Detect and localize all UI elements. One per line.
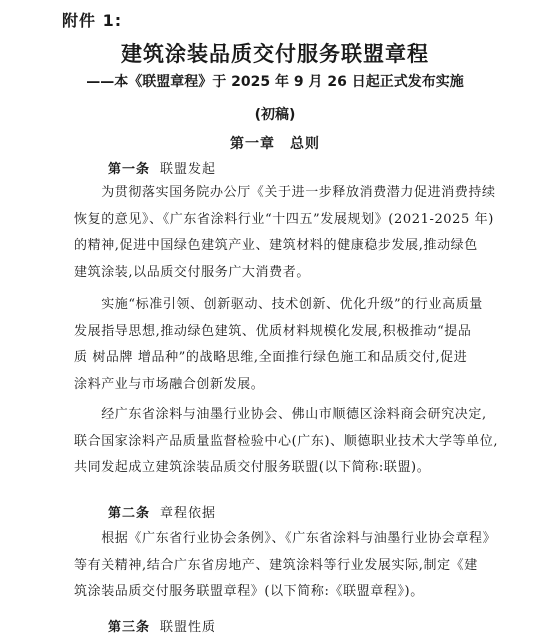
text-line: 根据《广东省行业协会条例》、《广东省涂料与油墨行业协会章程》 — [74, 531, 497, 546]
text-line: 为贯彻落实国务院办公厅《关于进一步释放消费潜力促进消费持续 — [74, 185, 496, 200]
text-line: 经广东省涂料与油墨行业协会、佛山市顺德区涂料商会研究决定, — [74, 407, 487, 422]
text-line: 的精神,促进中国绿色建筑产业、建筑材料的健康稳步发展,推动绿色 — [74, 238, 478, 253]
text-line: 共同发起成立建筑涂装品质交付服务联盟(以下简称:联盟)。 — [74, 460, 431, 475]
article-paragraph — [74, 292, 504, 398]
text-line: 恢复的意见》、《广东省涂料行业“十四五”发展规划》(2021-2025 年) — [74, 211, 494, 227]
document-title: 建筑涂装品质交付服务联盟章程 — [121, 42, 429, 66]
text-line: 等有关精神,结合广东省房地产、建筑涂料等行业发展实际,制定《建 — [74, 557, 478, 573]
text-line: 建筑涂装,以品质交付服务广大消费者。 — [74, 264, 310, 280]
article-heading — [108, 502, 216, 521]
article-paragraph — [74, 180, 504, 286]
article-number: 第一条 — [108, 162, 151, 177]
article-title: 章程依据 — [160, 506, 217, 521]
text-line: 发展指导思想,推动绿色建筑、优质材料规模化发展,积极推动“提品 — [74, 323, 472, 339]
article-heading — [108, 158, 216, 177]
attachment-label: 附件 1: — [62, 11, 123, 30]
article-paragraph — [74, 402, 504, 482]
article-title: 联盟发起 — [160, 162, 217, 177]
chapter-heading: 第一章 总则 — [230, 136, 320, 152]
text-line: 实施“标准引领、创新驱动、技术创新、优化升级”的行业高质量 — [74, 297, 483, 312]
article-number: 第三条 — [108, 620, 151, 635]
document-subtitle: ——本《联盟章程》于 2025 年 9 月 26 日起正式发布实施 — [86, 74, 464, 90]
text-line: 筑涂装品质交付服务联盟章程》(以下简称:《联盟章程》)。 — [74, 584, 424, 599]
text-line: 联合国家涂料产品质量监督检验中心(广东)、顺德职业技术大学等单位, — [74, 433, 499, 449]
article-heading — [108, 616, 216, 635]
article-number: 第二条 — [108, 506, 151, 521]
text-line: 涂料产业与市场融合创新发展。 — [74, 376, 265, 392]
text-line: 质 树品牌 增品种”的战略思维,全面推行绿色施工和品质交付,促进 — [74, 350, 468, 365]
article-title: 联盟性质 — [160, 620, 217, 635]
draft-note: (初稿) — [254, 107, 296, 123]
article-paragraph — [74, 526, 504, 606]
